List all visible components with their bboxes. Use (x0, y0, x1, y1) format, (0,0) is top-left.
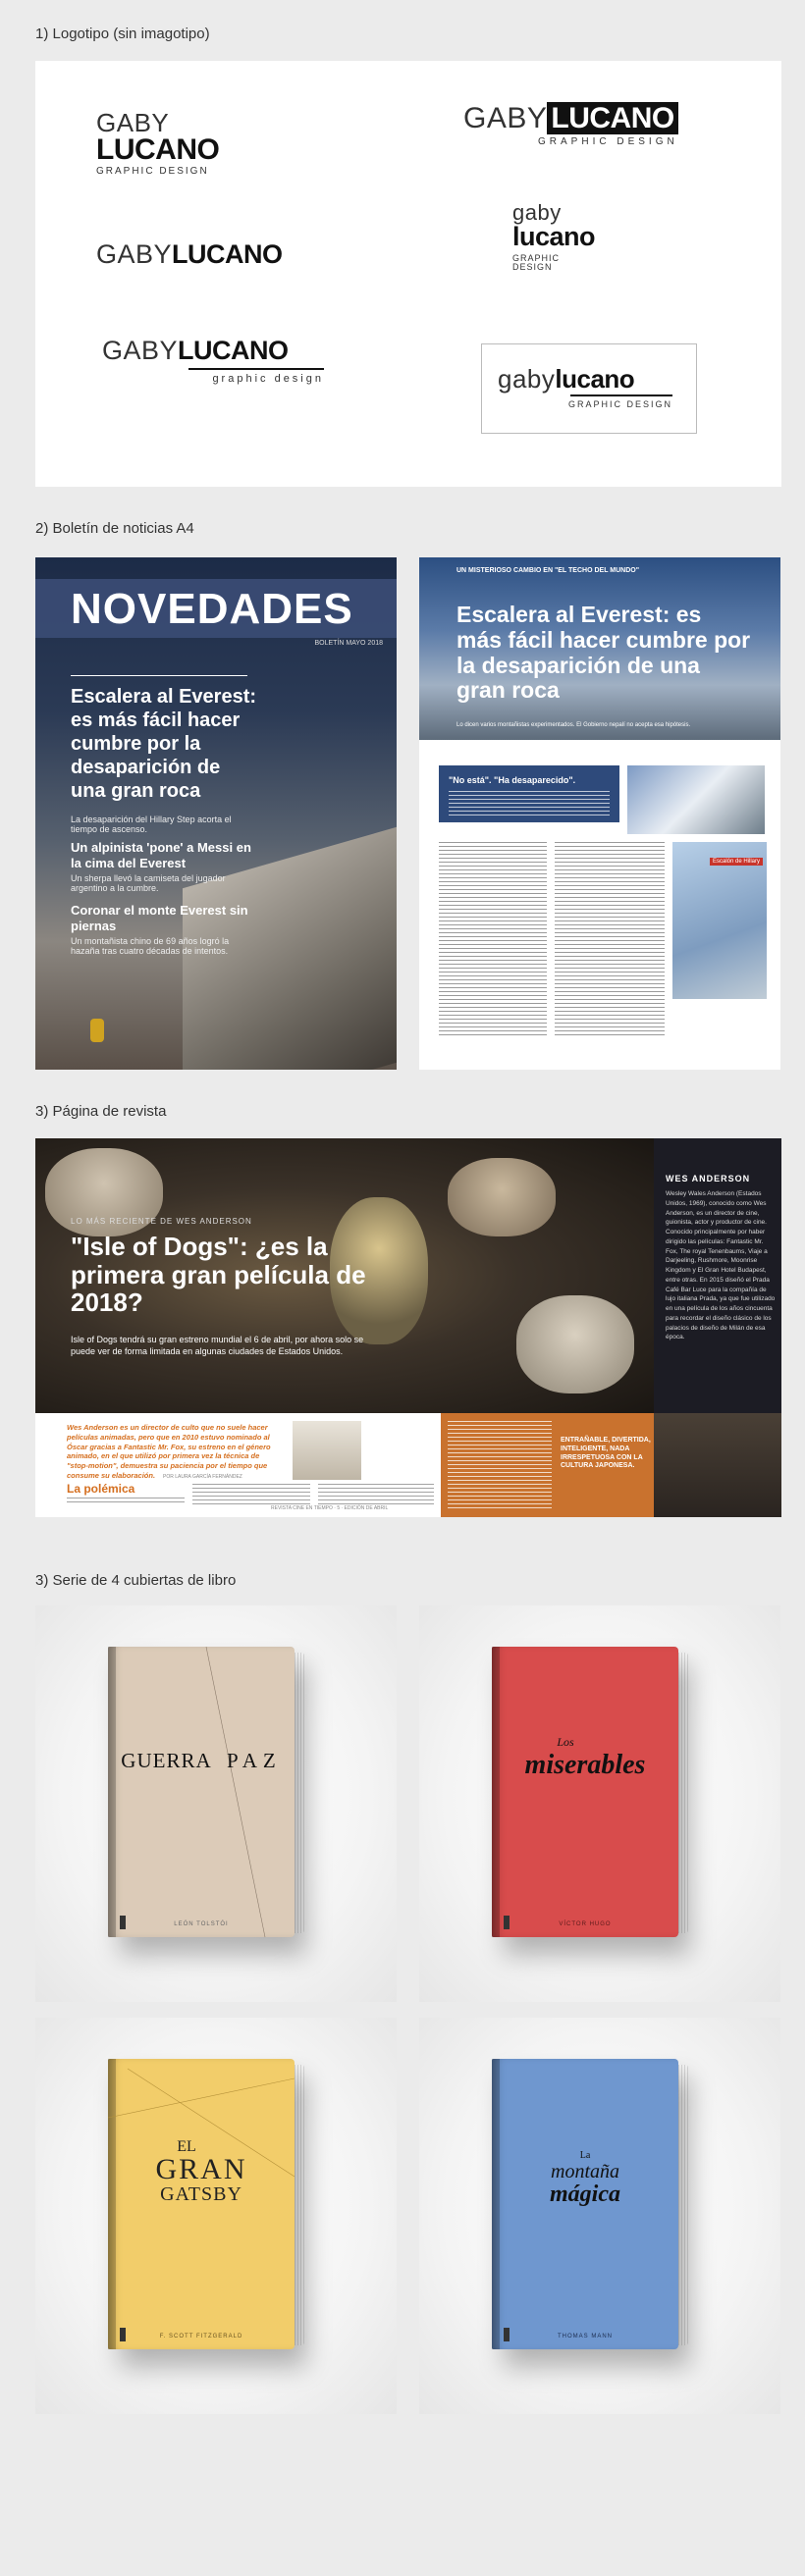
cover-headline: Escalera al Everest: es más fácil hacer cumbre por la desaparición de una gran roca (71, 686, 257, 802)
text-column (448, 1421, 552, 1511)
magazine-spread (35, 1138, 781, 1517)
logo-underline (570, 394, 672, 396)
book-author: VÍCTOR HUGO (559, 1921, 612, 1927)
logo-panel (35, 61, 781, 487)
book-title-right: PAZ (226, 1749, 282, 1772)
logo-first-name: GABY (102, 336, 179, 365)
cover-headline-dek: La desaparición del Hillary Step acorta el tiempo de ascenso. (71, 815, 232, 834)
cover-item-2: Un alpinista 'pone' a Messi en la cima del Everest (71, 840, 251, 870)
text-column (318, 1484, 434, 1505)
book-mockup-1 (35, 1605, 397, 2002)
figure-photo (293, 1421, 361, 1480)
logo-last-name: LUCANO (96, 133, 220, 166)
masthead: NOVEDADES (71, 585, 353, 633)
book-title-small: EL (177, 2138, 196, 2155)
logo-tagline: graphic design (212, 373, 324, 385)
inside-quote: "No está". "Ha desaparecido". (449, 775, 576, 785)
text-column (192, 1484, 310, 1505)
logo-first-name: gaby (512, 200, 562, 225)
logo-boxed (481, 343, 697, 434)
book-title-main: GRAN (155, 2153, 247, 2185)
book-cover (492, 1647, 678, 1937)
book-author: LEÓN TOLSTÓI (174, 1921, 229, 1927)
page-folio: REVISTA CINE EN TIEMPO · 5 · EDICIÓN DE ABRIL (271, 1505, 389, 1511)
logo-first-name: GABY (96, 239, 173, 269)
section-title-books: 3) Serie de 4 cubiertas de libro (35, 1572, 237, 1589)
section-title-magazine: 3) Página de revista (35, 1103, 167, 1120)
book-mockup-2 (419, 1605, 780, 2002)
inside-dek: Lo dicen varios montañistas experimentados. El Gobierno nepalí no acepta esa hipótesis. (456, 722, 691, 728)
section-heading: La polémica (67, 1482, 135, 1496)
cover-line-art (108, 1647, 295, 1937)
book-title-left: GUERRA (121, 1749, 211, 1772)
magazine-intro: Wes Anderson es un director de culto que no suele hacer películas animadas, pero que en 2010 estuvo nominado al Óscar gracias a Fantastic Mr. Fox, su estreno en el género animado, en el que utilizó por primera vez la técnica de "stop-motion", demuestra su paciencia por el tiempo que consume su elaboración. (67, 1423, 271, 1480)
book-author: F. SCOTT FITZGERALD (159, 2334, 243, 2339)
book-title-main: miserables (524, 1750, 646, 1780)
author-credit: POR LAURA GARCÍA FERNÁNDEZ (163, 1474, 242, 1480)
logo-tagline-line-1: GRAPHIC (512, 253, 561, 263)
book-title-small: Los (557, 1735, 574, 1749)
sidebar-title: WES ANDERSON (666, 1174, 751, 1183)
dog-figure (448, 1158, 556, 1236)
newsletter-cover (35, 557, 397, 1070)
summit-photo (627, 765, 765, 834)
logo-tagline: GRAPHIC DESIGN (538, 136, 678, 147)
quote-body (449, 791, 610, 816)
logo-lowercase-stacked (512, 202, 595, 272)
book-mockup-4 (419, 2018, 780, 2414)
logo-tagline-line-2: DESIGN (512, 262, 553, 272)
cover-item-3-dek: Un montañista chino de 69 años logró la hazaña tras cuatro décadas de intentos. (71, 936, 230, 956)
sidebar-text: Wesley Wales Anderson (Estados Unidos, 1969), conocido como Wes Anderson, es un director de cine, guionista, actor y productor de cine. Conocido principalmente por haber dirigido las películas: Fantastic Mr. Fox, The royal Tenenbaums, Viaje a Darjeeling, Rushmore, Moonrise Kingdom y El Gran Hotel Budapest, entre otras. En 2015 diseñó el Prada Café Bar Luce para la compañía de lujo italiana Prada, ya que fue utilizado en una película de los años cincuenta para recordar el diseño clásico de los palacios de diseño de Milán de esa época. (666, 1190, 776, 1341)
logo-tagline: GRAPHIC DESIGN (96, 166, 209, 177)
logo-last-name: LUCANO (178, 336, 289, 365)
magazine-kicker: LO MÁS RECIENTE DE WES ANDERSON (71, 1217, 252, 1226)
issue-date: BOLETÍN MAYO 2018 (314, 640, 383, 647)
newsletter-inside-page (419, 557, 780, 1070)
pull-quote: ENTRAÑABLE, DIVERTIDA, INTELIGENTE, NADA IRRESPETUOSA CON LA CULTURA JAPONESA. (561, 1437, 651, 1470)
logo-stacked (96, 110, 219, 177)
logo-last-name: lucano (512, 222, 596, 251)
text-column (67, 1498, 185, 1505)
logo-last-name: LUCANO (547, 102, 677, 134)
book-title-main: montaña (551, 2160, 619, 2182)
route-map (672, 842, 767, 999)
map-label: Escalón de Hillary (710, 858, 763, 866)
cover-item-2-dek: Un sherpa llevó la camiseta del jugador argentino a la cumbre. (71, 873, 226, 893)
logo-inverted (463, 104, 678, 147)
logo-last-name: LUCANO (172, 239, 283, 269)
logo-underline (188, 368, 324, 370)
director-photo (654, 1413, 781, 1517)
section-title-newsletter: 2) Boletín de noticias A4 (35, 520, 194, 537)
book-title-small: La (579, 2150, 591, 2161)
book-author: THOMAS MANN (558, 2334, 613, 2339)
dog-figure (516, 1295, 634, 1393)
magazine-deck: Isle of Dogs tendrá su gran estreno mundial el 6 de abril, por ahora solo se puede ver de forma limitada en algunas ciudades de Estados Unidos. (71, 1335, 364, 1356)
book-spine (492, 1647, 500, 1937)
divider (71, 675, 247, 676)
book-title-sub: mágica (550, 2181, 620, 2207)
logo-first-name: gaby (498, 364, 556, 394)
body-column-2 (555, 842, 665, 1038)
section-title-logo: 1) Logotipo (sin imagotipo) (35, 26, 210, 42)
book-title-sub: GATSBY (160, 2183, 242, 2205)
inside-title: Escalera al Everest: es más fácil hacer cumbre por la desaparición de una gran roca (456, 602, 751, 704)
book-mockup-3 (35, 2018, 397, 2414)
logo-tagline: GRAPHIC DESIGN (567, 399, 672, 409)
logo-last-name: lucano (555, 364, 635, 394)
logo-first-name: GABY (463, 102, 548, 134)
logo-horizontal (96, 241, 283, 268)
body-column-1 (439, 842, 547, 1038)
cover-item-3: Coronar el monte Everest sin piernas (71, 903, 248, 933)
logo-first-name: GABY (96, 108, 170, 137)
logo-underlined (102, 338, 324, 385)
magazine-headline: "Isle of Dogs": ¿es la primera gran película de 2018? (71, 1232, 366, 1318)
climber-figure (90, 1019, 104, 1042)
inside-kicker: UN MISTERIOSO CAMBIO EN "EL TECHO DEL MUNDO" (456, 567, 640, 574)
